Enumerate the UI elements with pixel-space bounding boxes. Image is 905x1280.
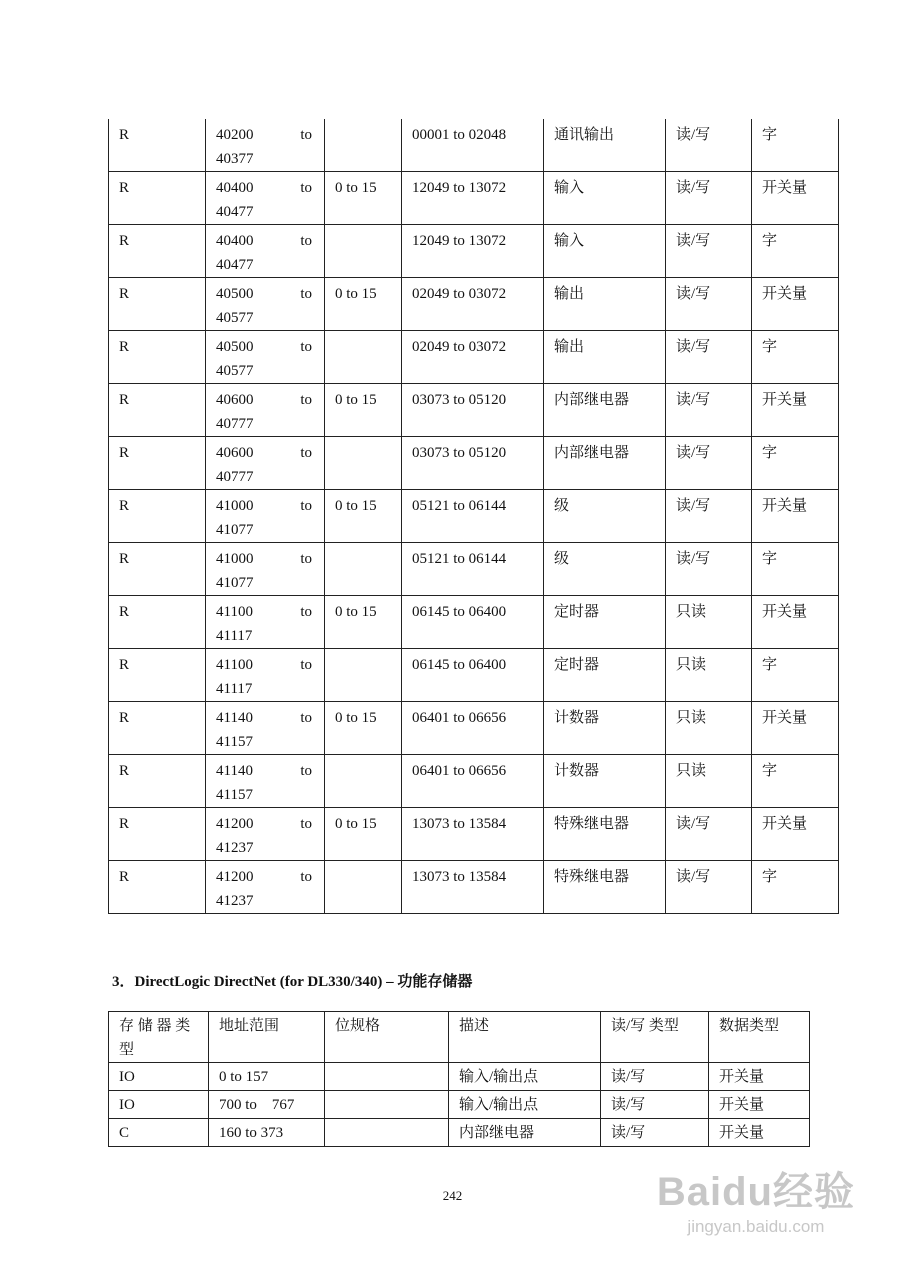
header-row: [109, 1012, 810, 1063]
cell-access: 读/写: [666, 331, 752, 384]
cell-access: 读/写: [666, 172, 752, 225]
cell-access: 读/写: [666, 861, 752, 914]
table-row: [109, 172, 839, 225]
cell-access: 只读: [666, 755, 752, 808]
cell-access: 读/写: [666, 437, 752, 490]
cell-description: 级: [544, 543, 666, 596]
table-cell: IO: [109, 1091, 209, 1119]
address-to: to: [300, 392, 312, 408]
cell-bits: 0 to 15: [325, 490, 402, 543]
page-number: 242: [442, 1188, 463, 1203]
cell-data-type: 开关量: [752, 596, 839, 649]
address-end: 40777: [216, 416, 254, 432]
cell-address: [206, 437, 325, 490]
cell-description: 输出: [544, 278, 666, 331]
cell-description: 定时器: [544, 649, 666, 702]
address-range: [216, 600, 324, 648]
table-cell: 700 to 767: [209, 1091, 325, 1119]
cell-description: 定时器: [544, 596, 666, 649]
table-row: [109, 119, 839, 172]
baidu-watermark-logo: [657, 1160, 855, 1237]
address-start-line: [216, 441, 312, 465]
address-range: [216, 653, 324, 701]
table-row: [109, 278, 839, 331]
cell-access: 只读: [666, 702, 752, 755]
address-range: [216, 547, 324, 595]
table-row: [109, 437, 839, 490]
register-table: [108, 119, 839, 914]
table-row: [109, 596, 839, 649]
table-row: [109, 490, 839, 543]
cell-type: R: [109, 437, 206, 490]
address-start-line: [216, 229, 312, 253]
address-to: to: [300, 127, 312, 143]
table-row: [109, 1063, 810, 1091]
cell-access: 读/写: [666, 808, 752, 861]
cell-address: [206, 702, 325, 755]
address-range: [216, 441, 324, 489]
table-row: [109, 1119, 810, 1147]
address-range: [216, 865, 324, 913]
address-start-line: [216, 494, 312, 518]
cell-reference: 05121 to 06144: [402, 490, 544, 543]
address-to: to: [300, 233, 312, 249]
cell-address: [206, 225, 325, 278]
address-start: 41200: [216, 869, 254, 885]
address-start-line: [216, 547, 312, 571]
cell-data-type: 字: [752, 649, 839, 702]
cell-reference: 13073 to 13584: [402, 861, 544, 914]
address-to: to: [300, 710, 312, 726]
cell-bits: [325, 861, 402, 914]
cell-type: R: [109, 755, 206, 808]
cell-description: 级: [544, 490, 666, 543]
cell-address: [206, 119, 325, 172]
table-cell: 读/写: [601, 1063, 709, 1091]
cell-bits: [325, 119, 402, 172]
address-end: 41117: [216, 681, 253, 697]
address-range: [216, 229, 324, 277]
cell-bits: [325, 331, 402, 384]
cell-bits: [325, 543, 402, 596]
cell-access: 读/写: [666, 384, 752, 437]
cell-description: 计数器: [544, 702, 666, 755]
address-end: 40777: [216, 469, 254, 485]
address-to: to: [300, 286, 312, 302]
cell-data-type: 字: [752, 543, 839, 596]
cell-data-type: 开关量: [752, 384, 839, 437]
address-start: 41100: [216, 657, 253, 673]
address-range: [216, 282, 324, 330]
address-range: [216, 759, 324, 807]
address-end: 41157: [216, 787, 253, 803]
table-cell: IO: [109, 1063, 209, 1091]
cell-address: [206, 384, 325, 437]
table-cell: 输入/输出点: [449, 1063, 601, 1091]
table-cell: [325, 1119, 449, 1147]
cell-address: [206, 861, 325, 914]
cell-reference: 00001 to 02048: [402, 119, 544, 172]
cell-reference: 06145 to 06400: [402, 649, 544, 702]
table-row: [109, 1091, 810, 1119]
address-range: [216, 176, 324, 224]
cell-type: R: [109, 225, 206, 278]
address-end: 41157: [216, 734, 253, 750]
table-row: [109, 543, 839, 596]
cell-description: 输入: [544, 225, 666, 278]
address-start: 41000: [216, 498, 254, 514]
address-range: [216, 494, 324, 542]
cell-bits: 0 to 15: [325, 384, 402, 437]
cell-reference: 12049 to 13072: [402, 172, 544, 225]
cell-description: 输入: [544, 172, 666, 225]
cell-bits: 0 to 15: [325, 702, 402, 755]
table-cell: C: [109, 1119, 209, 1147]
cell-type: R: [109, 543, 206, 596]
cell-type: R: [109, 119, 206, 172]
column-header: 读/写 类型: [601, 1012, 709, 1063]
cell-reference: 02049 to 03072: [402, 278, 544, 331]
cell-address: [206, 278, 325, 331]
table-cell: 内部继电器: [449, 1119, 601, 1147]
address-start: 40600: [216, 392, 254, 408]
table-cell: [325, 1063, 449, 1091]
address-start-line: [216, 865, 312, 889]
cell-data-type: 字: [752, 119, 839, 172]
cell-description: 输出: [544, 331, 666, 384]
cell-bits: [325, 755, 402, 808]
watermark-url: jingyan.baidu.com: [687, 1217, 825, 1236]
cell-description: 内部继电器: [544, 384, 666, 437]
table-cell: 160 to 373: [209, 1119, 325, 1147]
address-start-line: [216, 335, 312, 359]
table-row: [109, 861, 839, 914]
cell-description: 内部继电器: [544, 437, 666, 490]
cell-access: 读/写: [666, 278, 752, 331]
cell-address: [206, 808, 325, 861]
cell-address: [206, 331, 325, 384]
table-cell: [325, 1091, 449, 1119]
address-start: 41140: [216, 710, 253, 726]
address-end: 40577: [216, 363, 254, 379]
cell-data-type: 开关量: [752, 172, 839, 225]
cell-type: R: [109, 649, 206, 702]
address-start-line: [216, 812, 312, 836]
cell-data-type: 字: [752, 225, 839, 278]
cell-reference: 06145 to 06400: [402, 596, 544, 649]
cell-type: R: [109, 490, 206, 543]
cell-data-type: 字: [752, 331, 839, 384]
address-to: to: [300, 180, 312, 196]
address-start: 41140: [216, 763, 253, 779]
cell-data-type: 开关量: [752, 278, 839, 331]
cell-reference: 05121 to 06144: [402, 543, 544, 596]
address-to: to: [300, 551, 312, 567]
cell-bits: 0 to 15: [325, 172, 402, 225]
cell-description: 计数器: [544, 755, 666, 808]
address-end: 40577: [216, 310, 254, 326]
cell-bits: [325, 437, 402, 490]
address-range: [216, 706, 324, 754]
address-range: [216, 812, 324, 860]
cell-reference: 02049 to 03072: [402, 331, 544, 384]
column-header: 地址范围: [209, 1012, 325, 1063]
table-cell: 输入/输出点: [449, 1091, 601, 1119]
address-to: to: [300, 339, 312, 355]
address-range: [216, 123, 324, 171]
column-header: 数据类型: [709, 1012, 810, 1063]
cell-access: 读/写: [666, 119, 752, 172]
table-row: [109, 808, 839, 861]
table-row: [109, 649, 839, 702]
cell-description: 特殊继电器: [544, 861, 666, 914]
cell-bits: 0 to 15: [325, 808, 402, 861]
address-end: 41077: [216, 575, 254, 591]
cell-address: [206, 755, 325, 808]
cell-reference: 03073 to 05120: [402, 437, 544, 490]
address-end: 41117: [216, 628, 253, 644]
address-start-line: [216, 388, 312, 412]
cell-reference: 12049 to 13072: [402, 225, 544, 278]
address-start-line: [216, 282, 312, 306]
table-row: [109, 702, 839, 755]
cell-description: 特殊继电器: [544, 808, 666, 861]
cell-type: R: [109, 702, 206, 755]
address-range: [216, 388, 324, 436]
cell-data-type: 字: [752, 755, 839, 808]
cell-address: [206, 596, 325, 649]
cell-address: [206, 649, 325, 702]
cell-bits: 0 to 15: [325, 278, 402, 331]
cell-data-type: 字: [752, 437, 839, 490]
column-header: 存 储 器 类 型: [109, 1012, 209, 1063]
table-cell: 0 to 157: [209, 1063, 325, 1091]
cell-data-type: 字: [752, 861, 839, 914]
address-to: to: [300, 657, 312, 673]
address-start: 40600: [216, 445, 254, 461]
address-start: 40500: [216, 339, 254, 355]
cell-reference: 03073 to 05120: [402, 384, 544, 437]
cell-address: [206, 490, 325, 543]
address-start-line: [216, 123, 312, 147]
cell-address: [206, 172, 325, 225]
cell-access: 读/写: [666, 543, 752, 596]
table-row: [109, 384, 839, 437]
table-cell: 开关量: [709, 1119, 810, 1147]
address-end: 41237: [216, 840, 254, 856]
address-start: 41200: [216, 816, 254, 832]
cell-data-type: 开关量: [752, 702, 839, 755]
cell-type: R: [109, 861, 206, 914]
cell-data-type: 开关量: [752, 490, 839, 543]
address-start: 41100: [216, 604, 253, 620]
table-cell: 开关量: [709, 1091, 810, 1119]
section-heading: 3．DirectLogic DirectNet (for DL330/340) – 功能存储器: [112, 974, 473, 990]
address-end: 40377: [216, 151, 254, 167]
cell-description: 通讯输出: [544, 119, 666, 172]
table-row: [109, 225, 839, 278]
address-start-line: [216, 600, 312, 624]
cell-type: R: [109, 278, 206, 331]
cell-access: 只读: [666, 649, 752, 702]
cell-type: R: [109, 808, 206, 861]
cell-type: R: [109, 331, 206, 384]
cell-reference: 06401 to 06656: [402, 755, 544, 808]
cell-access: 只读: [666, 596, 752, 649]
cell-type: R: [109, 172, 206, 225]
column-header: 位规格: [325, 1012, 449, 1063]
cell-reference: 06401 to 06656: [402, 702, 544, 755]
cell-bits: [325, 649, 402, 702]
address-to: to: [300, 816, 312, 832]
address-range: [216, 335, 324, 383]
address-end: 40477: [216, 257, 254, 273]
table-row: [109, 331, 839, 384]
cell-type: R: [109, 384, 206, 437]
address-start: 40400: [216, 233, 254, 249]
cell-access: 读/写: [666, 490, 752, 543]
address-to: to: [300, 445, 312, 461]
address-end: 41077: [216, 522, 254, 538]
address-start: 41000: [216, 551, 254, 567]
address-to: to: [300, 604, 312, 620]
address-to: to: [300, 869, 312, 885]
address-to: to: [300, 763, 312, 779]
address-start-line: [216, 176, 312, 200]
cell-bits: 0 to 15: [325, 596, 402, 649]
cell-reference: 13073 to 13584: [402, 808, 544, 861]
cell-data-type: 开关量: [752, 808, 839, 861]
memory-table: [108, 1011, 810, 1147]
address-start-line: [216, 653, 312, 677]
watermark-brand: Baidu经验: [656, 1170, 855, 1214]
cell-bits: [325, 225, 402, 278]
address-start: 40500: [216, 286, 254, 302]
cell-address: [206, 543, 325, 596]
address-start-line: [216, 706, 312, 730]
table-row: [109, 755, 839, 808]
table-cell: 读/写: [601, 1119, 709, 1147]
cell-type: R: [109, 596, 206, 649]
address-to: to: [300, 498, 312, 514]
table-cell: 开关量: [709, 1063, 810, 1091]
address-start: 40400: [216, 180, 254, 196]
address-start-line: [216, 759, 312, 783]
column-header: 描述: [449, 1012, 601, 1063]
address-start: 40200: [216, 127, 254, 143]
address-end: 41237: [216, 893, 254, 909]
table-cell: 读/写: [601, 1091, 709, 1119]
cell-access: 读/写: [666, 225, 752, 278]
address-end: 40477: [216, 204, 254, 220]
